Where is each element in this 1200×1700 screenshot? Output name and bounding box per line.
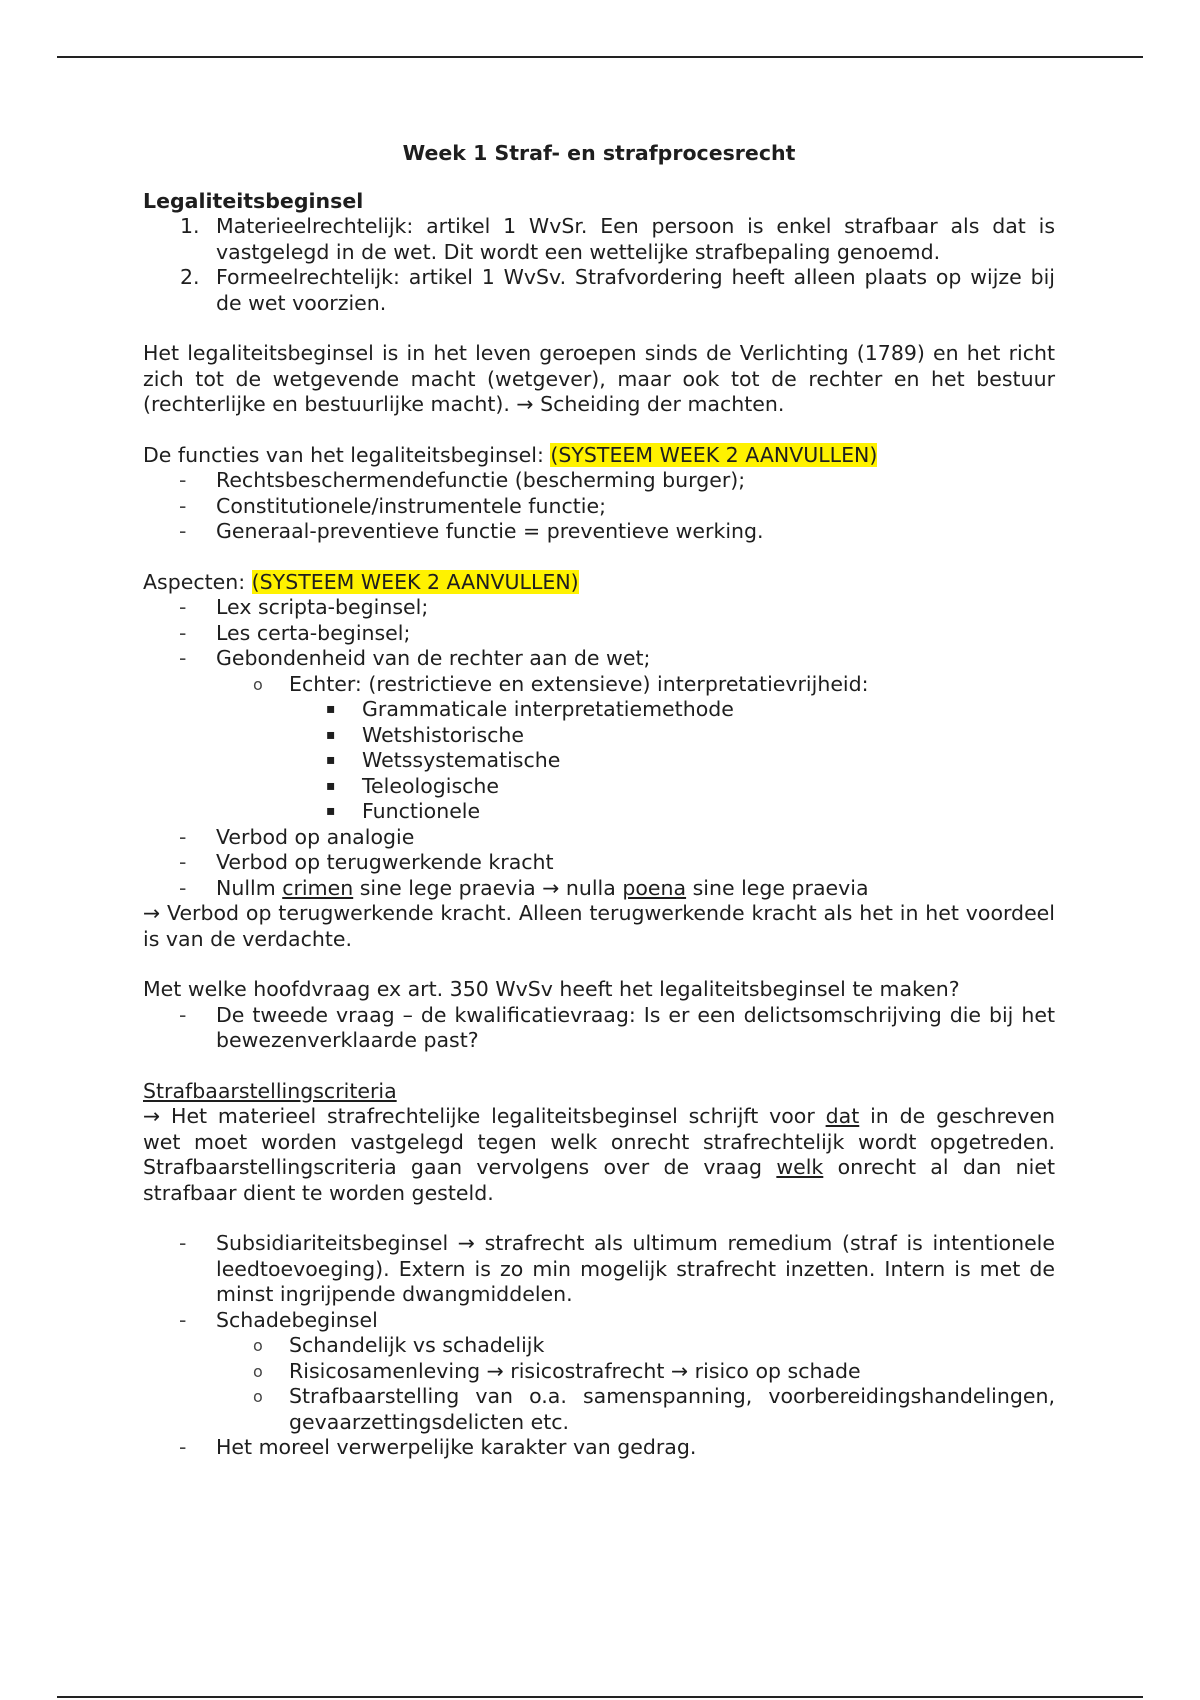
criteria-list xyxy=(143,1231,1055,1333)
square-bullet: ▪ xyxy=(326,752,336,768)
sub-list-item xyxy=(143,1359,1055,1385)
list-item xyxy=(143,1308,1055,1334)
dash-bullet: - xyxy=(179,493,187,518)
list-item-text: Rechtsbeschermendefunctie (bescherming burger); xyxy=(216,468,746,492)
list-item-text: Schadebeginsel xyxy=(216,1307,378,1332)
list-item-text: Constitutionele/instrumentele functie; xyxy=(216,493,606,518)
list-item xyxy=(143,1231,1055,1308)
numbered-item-text: Formeelrechtelijk: artikel 1 WvSv. Strafvordering heeft alleen plaats op wijze bij de wet voorzien. xyxy=(216,265,1055,315)
circle-bullet: o xyxy=(253,674,263,694)
list-item xyxy=(143,646,1055,672)
dash-bullet: - xyxy=(179,1231,187,1255)
list-item-text: Generaal-preventieve functie = preventieve werking. xyxy=(216,519,764,543)
list-item-nullum xyxy=(143,876,1055,902)
dash-bullet: - xyxy=(179,875,187,900)
numbered-list xyxy=(143,214,1055,316)
functies-intro xyxy=(143,443,1055,469)
para-part-1: → Het materieel strafrechtelijke legaliteitsbeginsel schrijft voor xyxy=(143,1104,826,1128)
header-rule xyxy=(57,56,1143,58)
aspecten-intro-text: Aspecten: xyxy=(143,569,252,594)
para-part-2: in de geschreven wet moet worden vastgelegd tegen welk onrecht strafrechtelijk wordt opgetreden. Strafbaarstellingscriteria gaan vervolgens over de vraag xyxy=(143,1104,1055,1179)
list-item-text: De tweede vraag – de kwalificatievraag: Is er een delictsomschrijving die bij het bewezenverklaarde past? xyxy=(216,1002,1055,1052)
sub-list-item xyxy=(143,672,1055,698)
aspecten-intro xyxy=(143,570,1055,596)
list-item xyxy=(143,595,1055,621)
dash-bullet: - xyxy=(179,1002,187,1027)
list-item xyxy=(143,850,1055,876)
para-part-3: onrecht al dan niet strafbaar dient te worden gesteld. xyxy=(143,1155,1056,1205)
method-item-text: Wetshistorische xyxy=(362,722,525,747)
list-item-text: Verbod op terugwerkende kracht xyxy=(216,850,554,874)
list-number: 1. xyxy=(180,214,200,238)
list-item xyxy=(143,1435,1055,1461)
list-item xyxy=(143,825,1055,851)
document-title: Week 1 Straf- en strafprocesrecht xyxy=(402,141,796,165)
section-heading-strafbaarstellingscriteria: Strafbaarstellingscriteria xyxy=(143,1078,397,1103)
circle-bullet: o xyxy=(253,1387,263,1406)
highlight-note: (SYSTEEM WEEK 2 AANVULLEN) xyxy=(251,569,579,594)
list-item xyxy=(143,1003,1055,1054)
sub-list-item-text: Risicosamenleving → risicostrafrecht → risico op schade xyxy=(289,1358,861,1383)
square-bullet: ▪ xyxy=(326,777,336,794)
document-page xyxy=(143,141,1055,1461)
functies-intro-text: De functies van het legaliteitsbeginsel: xyxy=(143,442,551,467)
list-item xyxy=(143,621,1055,647)
list-number: 2. xyxy=(180,265,200,289)
list-item-text: Lex scripta-beginsel; xyxy=(216,595,429,619)
dash-bullet: - xyxy=(179,1435,187,1459)
sub-list-item-text: Schandelijk vs schadelijk xyxy=(289,1333,545,1357)
method-item xyxy=(143,748,1055,774)
dash-bullet: - xyxy=(179,620,187,645)
method-item xyxy=(143,697,1055,723)
nullum-text-e: sine lege praevia xyxy=(686,875,869,900)
list-item xyxy=(143,494,1055,520)
square-bullet: ▪ xyxy=(326,803,336,819)
method-item xyxy=(143,723,1055,749)
list-item-text: Les certa-beginsel; xyxy=(216,620,411,645)
methods-list xyxy=(143,697,1055,825)
dash-bullet: - xyxy=(179,595,187,619)
nulla-poena-underlined: poena xyxy=(622,875,687,900)
list-item-text: Subsidiariteitsbeginsel → strafrecht als ultimum remedium (straf is intentionele leedtoevoeging). Extern is zo min mogelijk strafrecht inzetten. Intern is met de minst ingrijpende dwangmiddelen. xyxy=(216,1231,1055,1306)
schadebeginsel-sublist xyxy=(143,1333,1055,1435)
dash-bullet: - xyxy=(179,850,187,874)
interpretatie-sublist xyxy=(143,672,1055,698)
list-item-text: Verbod op analogie xyxy=(216,824,415,849)
nullum-crimen-underlined: crimen xyxy=(282,875,354,900)
numbered-item xyxy=(143,214,1055,265)
dash-bullet: - xyxy=(179,646,187,670)
hoofdvraag-question: Met welke hoofdvraag ex art. 350 WvSv heeft het legaliteitsbeginsel te maken? xyxy=(143,977,960,1001)
dash-bullet: - xyxy=(179,468,187,492)
paragraph-terugwerkende-kracht: → Verbod op terugwerkende kracht. Alleen terugwerkende kracht als het in het voordeel is van de verdachte. xyxy=(143,901,1055,951)
sub-list-item xyxy=(143,1333,1055,1359)
square-bullet: ▪ xyxy=(326,701,336,717)
sub-list-item-text: Echter: (restrictieve en extensieve) interpretatievrijheid: xyxy=(289,671,869,696)
sub-list-item-text: Strafbaarstelling van o.a. samenspanning, voorbereidingshandelingen, gevaarzettingsdelicten etc. xyxy=(289,1384,1055,1434)
square-bullet: ▪ xyxy=(326,726,336,743)
nullum-text-c: sine lege praevia → nulla xyxy=(353,875,623,900)
method-item xyxy=(143,799,1055,825)
sub-list-item xyxy=(143,1384,1055,1435)
circle-bullet: o xyxy=(253,1336,263,1355)
paragraph-verlichting: Het legaliteitsbeginsel is in het leven geroepen sinds de Verlichting (1789) en het richt zich tot de wetgevende macht (wetgever), maar ook tot de rechter en het bestuur (rechterlijke en bestuurlijke macht). → Scheiding der machten. xyxy=(143,341,1055,416)
circle-bullet: o xyxy=(253,1361,263,1381)
numbered-item-text: Materieelrechtelijk: artikel 1 WvSr. Een persoon is enkel strafbaar als dat is vastgelegd in de wet. Dit wordt een wettelijke strafbepaling genoemd. xyxy=(216,214,1055,264)
dash-bullet: - xyxy=(179,824,187,849)
method-item xyxy=(143,774,1055,800)
highlight-note: (SYSTEEM WEEK 2 AANVULLEN) xyxy=(550,442,878,467)
list-item xyxy=(143,519,1055,545)
functies-list xyxy=(143,468,1055,545)
para-underlined-dat: dat xyxy=(825,1104,860,1128)
paragraph-strafbaarstelling xyxy=(143,1104,1055,1206)
numbered-item xyxy=(143,265,1055,316)
method-item-text: Teleologische xyxy=(362,773,500,798)
criteria-list-continued xyxy=(143,1435,1055,1461)
method-item-text: Grammaticale interpretatiemethode xyxy=(362,697,734,721)
list-item-text: Het moreel verwerpelijke karakter van gedrag. xyxy=(216,1435,697,1459)
para-underlined-welk: welk xyxy=(776,1155,824,1179)
hoofdvraag-list xyxy=(143,1003,1055,1054)
aspecten-list xyxy=(143,595,1055,672)
method-item-text: Functionele xyxy=(362,799,481,823)
method-item-text: Wetssystematische xyxy=(362,748,561,772)
dash-bullet: - xyxy=(179,1307,187,1332)
nullum-text-a: Nullm xyxy=(216,875,283,900)
list-item-text: Gebondenheid van de rechter aan de wet; xyxy=(216,646,651,670)
list-item xyxy=(143,468,1055,494)
footer-rule xyxy=(57,1696,1143,1698)
dash-bullet: - xyxy=(179,519,187,543)
section-heading-legaliteitsbeginsel: Legaliteitsbeginsel xyxy=(143,188,364,213)
aspecten-list-continued xyxy=(143,825,1055,902)
